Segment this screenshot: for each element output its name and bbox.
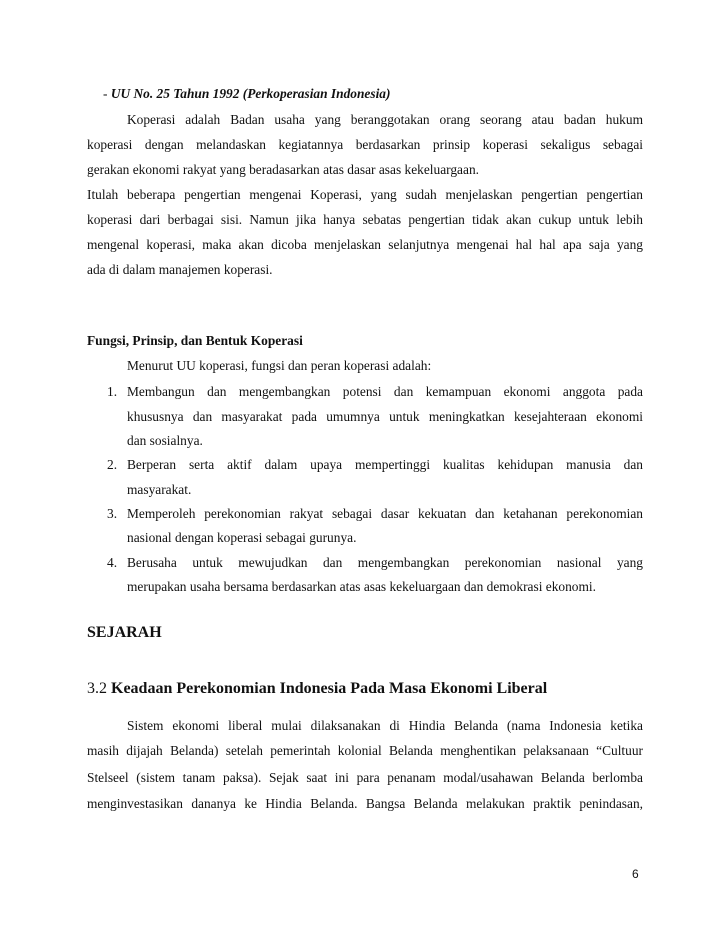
summary-line: ada di dalam manajemen koperasi. [87, 262, 273, 277]
subsection-heading [87, 680, 547, 698]
list-item-line: Berusaha untuk mewujudkan dan mengembangkan perekonomian nasional yang [127, 555, 643, 570]
law-reference-title: UU No. 25 Tahun 1992 (Perkoperasian Indonesia) [110, 86, 391, 101]
subsection-title: Keadaan Perekonomian Indonesia Pada Masa Ekonomi Liberal [111, 680, 548, 697]
summary-line: Itulah beberapa pengertian mengenai Koperasi, yang sudah menjelaskan pengertian pengertian [87, 187, 643, 202]
list-item-line: dan sosialnya. [127, 433, 203, 448]
list-item-number: 4. [107, 555, 118, 570]
summary-line: mengenal koperasi, maka akan dicoba menjelaskan selanjutnya mengenai hal hal apa saja yang [87, 237, 643, 252]
chapter-heading: SEJARAH [87, 624, 162, 641]
list-item-line: khususnya dan masyarakat pada umumnya untuk meningkatkan kesejahteraan ekonomi [127, 409, 643, 424]
list-item-line: masyarakat. [127, 482, 192, 497]
definition-line: Koperasi adalah Badan usaha yang beranggotakan orang seorang atau badan hukum [127, 112, 643, 127]
history-line: Sistem ekonomi liberal mulai dilaksanakan di Hindia Belanda (nama Indonesia ketika [127, 718, 643, 733]
page-number: 6 [632, 867, 639, 881]
list-item-line: Berperan serta aktif dalam upaya mempertinggi kualitas kehidupan manusia dan [127, 457, 643, 472]
history-line: menginvestasikan dananya ke Hindia Belanda. Bangsa Belanda melakukan praktik penindasan, [87, 796, 643, 811]
list-item-number: 2. [107, 457, 118, 472]
law-reference [103, 86, 390, 102]
section-heading: Fungsi, Prinsip, dan Bentuk Koperasi [87, 333, 303, 348]
list-item-line: Membangun dan mengembangkan potensi dan kemampuan ekonomi anggota pada [127, 384, 643, 399]
list-item-line: Memperoleh perekonomian rakyat sebagai dasar kekuatan dan ketahanan perekonomian [127, 506, 643, 521]
definition-line: gerakan ekonomi rakyat yang beradasarkan atas dasar asas kekeluargaan. [87, 162, 479, 177]
list-intro: Menurut UU koperasi, fungsi dan peran koperasi adalah: [127, 358, 432, 373]
subsection-number: 3.2 [87, 680, 107, 697]
history-line: Stelseel (sistem tanam paksa). Sejak saat ini para penanam modal/usahawan Belanda berlomba [87, 770, 643, 785]
list-item-number: 1. [107, 384, 118, 399]
list-item-line: nasional dengan koperasi sebagai gurunya. [127, 530, 357, 545]
summary-line: koperasi dari berbagai sisi. Namun jika hanya sebatas pengertian tidak akan cukup untuk lebih [87, 212, 643, 227]
law-reference-prefix: - [103, 86, 111, 101]
list-item-line: merupakan usaha bersama berdasarkan atas asas kekeluargaan dan demokrasi ekonomi. [127, 579, 596, 594]
list-item-number: 3. [107, 506, 118, 521]
history-line: masih dijajah Belanda) setelah pemerintah kolonial Belanda menghentikan pelaksanaan “Cultuur [87, 743, 643, 758]
definition-line: koperasi dengan melandaskan kegiatannya berdasarkan prinsip koperasi sekaligus sebagai [87, 137, 643, 152]
